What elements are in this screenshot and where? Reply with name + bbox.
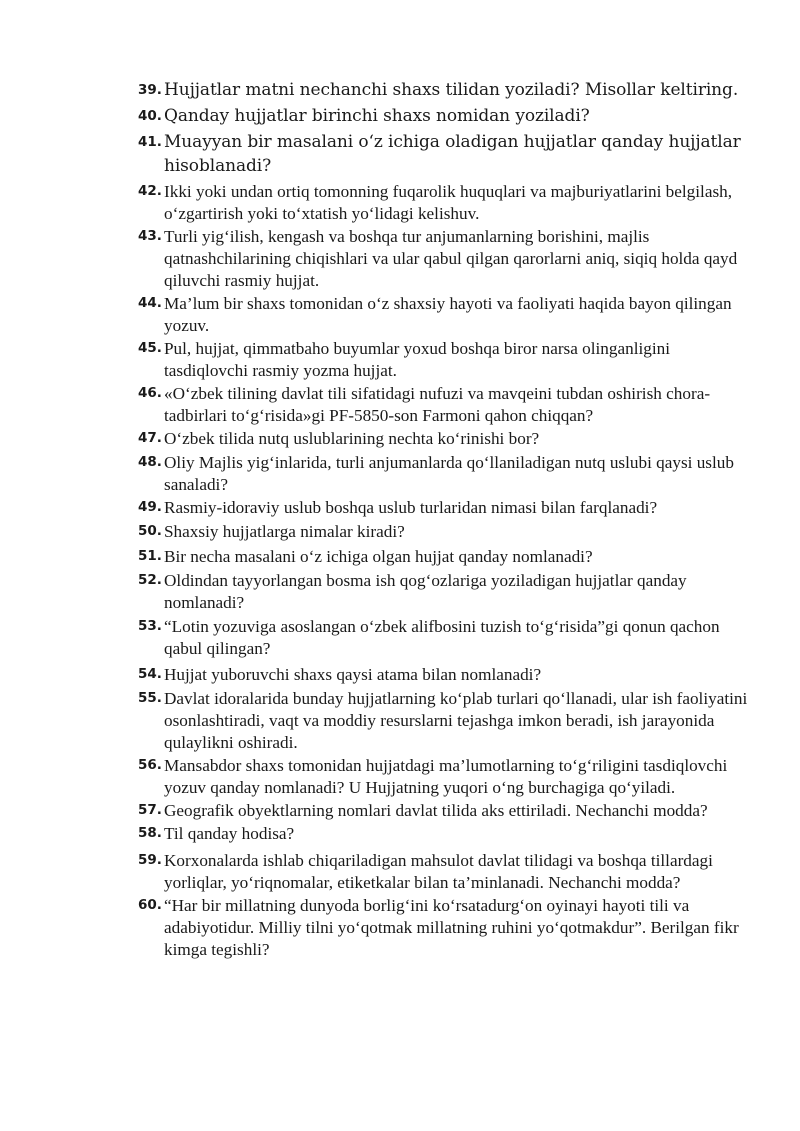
question-number: 48. — [138, 454, 162, 470]
question-item — [138, 338, 748, 382]
question-item — [138, 664, 748, 686]
question-list — [138, 78, 748, 961]
question-text: Qanday hujjatlar birinchi shaxs nomidan yoziladi? — [164, 106, 590, 126]
question-item — [138, 428, 748, 450]
question-item — [138, 616, 748, 660]
question-item — [138, 895, 748, 961]
question-text: Ma’lum bir shaxs tomonidan o‘z shaxsiy hayoti va faoliyati haqida bayon qilingan yozuv. — [164, 294, 732, 335]
question-number: 51. — [138, 548, 162, 564]
question-item — [138, 546, 748, 568]
question-number: 47. — [138, 430, 162, 446]
question-text: Rasmiy-idoraviy uslub boshqa uslub turlaridan nimasi bilan farqlanadi? — [164, 498, 658, 517]
question-text: Davlat idoralarida bunday hujjatlarning ko‘plab turlari qo‘llanadi, ular ish faoliyatini osonlashtiradi, vaqt va moddiy resurslarni tejashga imkon beradi, ish jarayonida qulaylikni oshiradi. — [164, 689, 748, 752]
question-item — [138, 293, 748, 337]
question-item — [138, 688, 748, 754]
question-item — [138, 130, 748, 178]
question-number: 60. — [138, 897, 162, 913]
question-item — [138, 755, 748, 799]
question-text: Pul, hujjat, qimmatbaho buyumlar yoxud boshqa biror narsa olinganligini tasdiqlovchi rasmiy yozma hujjat. — [164, 339, 671, 380]
question-item — [138, 570, 748, 614]
question-number: 50. — [138, 523, 162, 539]
question-number: 58. — [138, 825, 162, 841]
question-item — [138, 226, 748, 292]
question-text: Turli yig‘ilish, kengash va boshqa tur anjumanlarning borishini, majlis qatnashchilarining chiqishlari va ular qabul qilgan qarorlarni aniq, siqiq holda qayd qiluvchi rasmiy hujjat. — [164, 227, 738, 290]
question-text: Hujjatlar matni nechanchi shaxs tilidan yoziladi? Misollar keltiring. — [164, 80, 739, 100]
question-number: 39. — [138, 82, 162, 98]
question-item — [138, 800, 748, 822]
question-item — [138, 181, 748, 225]
question-text: Bir necha masalani o‘z ichiga olgan hujjat qanday nomlanadi? — [164, 547, 593, 566]
question-text: Geografik obyektlarning nomlari davlat tilida aks ettiriladi. Nechanchi modda? — [164, 801, 708, 820]
question-text: Mansabdor shaxs tomonidan hujjatdagi ma’lumotlarning to‘g‘riligini tasdiqlovchi yozuv qanday nomlanadi? U Hujjatning yuqori o‘ng burchagiga qo‘yiladi. — [164, 756, 728, 797]
question-item — [138, 497, 748, 519]
question-item — [138, 521, 748, 543]
question-text: Muayyan bir masalani o‘z ichiga oladigan hujjatlar qanday hujjatlar hisoblanadi? — [164, 132, 741, 176]
question-text: Oliy Majlis yig‘inlarida, turli anjumanlarda qo‘llaniladigan nutq uslubi qaysi uslub sanaladi? — [164, 453, 734, 494]
question-number: 45. — [138, 340, 162, 356]
question-text: Hujjat yuboruvchi shaxs qaysi atama bilan nomlanadi? — [164, 665, 542, 684]
question-text: O‘zbek tilida nutq uslublarining nechta ko‘rinishi bor? — [164, 429, 540, 448]
question-number: 57. — [138, 802, 162, 818]
question-text: “Har bir millatning dunyoda borlig‘ini ko‘rsatadurg‘on oyinayi hayoti tili va adabiyotidur. Milliy tilni yo‘qotmak millatning ruhini yo‘qotmakdur”. Berilgan fikr kimga tegishli? — [164, 896, 739, 959]
question-item — [138, 104, 748, 128]
question-text: Shaxsiy hujjatlarga nimalar kiradi? — [164, 522, 405, 541]
question-number: 55. — [138, 690, 162, 706]
question-item — [138, 78, 748, 102]
question-number: 40. — [138, 108, 162, 124]
question-number: 59. — [138, 852, 162, 868]
question-number: 43. — [138, 228, 162, 244]
question-number: 53. — [138, 618, 162, 634]
question-text: «O‘zbek tilining davlat tili sifatidagi nufuzi va mavqeini tubdan oshirish chora-tadbirlari to‘g‘risida»gi PF-5850-son Farmoni qahon chiqqan? — [164, 384, 711, 425]
question-text: “Lotin yozuviga asoslangan o‘zbek alifbosini tuzish to‘g‘risida”gi qonun qachon qabul qilingan? — [164, 617, 720, 658]
question-item — [138, 452, 748, 496]
question-item — [138, 850, 748, 894]
question-number: 52. — [138, 572, 162, 588]
question-number: 54. — [138, 666, 162, 682]
question-text: Korxonalarda ishlab chiqariladigan mahsulot davlat tilidagi va boshqa tillardagi yorliqlar, yo‘riqnomalar, etiketkalar bilan ta’minlanadi. Nechanchi modda? — [164, 851, 713, 892]
question-text: Oldindan tayyorlangan bosma ish qog‘ozlariga yoziladigan hujjatlar qanday nomlanadi? — [164, 571, 687, 612]
question-item — [138, 823, 748, 845]
question-number: 42. — [138, 183, 162, 199]
question-number: 56. — [138, 757, 162, 773]
question-text: Til qanday hodisa? — [164, 824, 295, 843]
question-item — [138, 383, 748, 427]
question-number: 41. — [138, 134, 162, 150]
question-number: 49. — [138, 499, 162, 515]
question-text: Ikki yoki undan ortiq tomonning fuqarolik huquqlari va majburiyatlarini belgilash, o‘zgartirish yoki to‘xtatish yo‘lidagi kelishuv. — [164, 182, 733, 223]
question-number: 46. — [138, 385, 162, 401]
question-number: 44. — [138, 295, 162, 311]
